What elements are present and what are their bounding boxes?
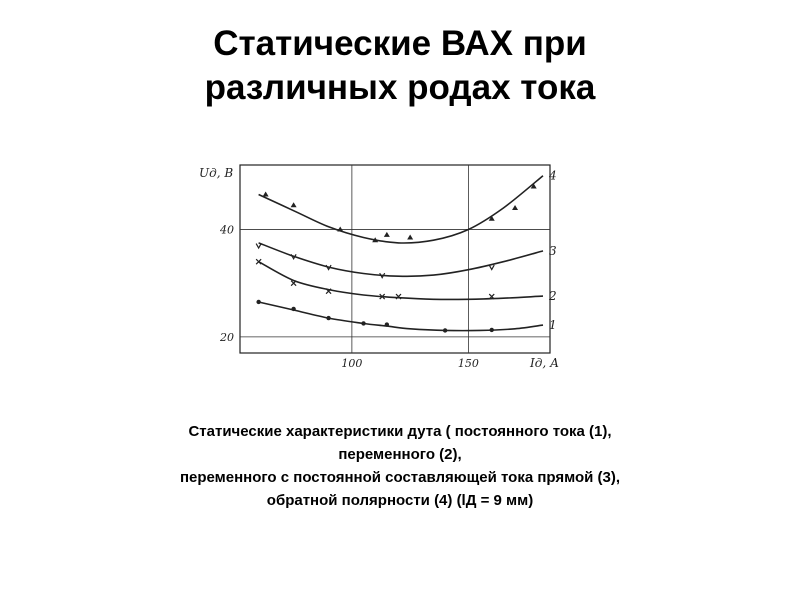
series-line-1 <box>259 302 543 331</box>
data-point <box>256 259 261 264</box>
vax-chart <box>195 155 590 390</box>
caption-line-3: переменного с постоянной составляющей тока прямой (3), <box>179 469 621 486</box>
data-point <box>361 321 365 325</box>
data-point <box>291 307 295 311</box>
series-line-2 <box>259 262 543 300</box>
data-point <box>337 226 343 231</box>
slide-title-line-2: различных родах тока <box>204 68 596 107</box>
caption-line-1: Статические характеристики дута ( постоянного тока (1), <box>188 423 612 440</box>
caption-line-2: переменного (2), <box>338 446 462 463</box>
series-label-2: 2 <box>549 289 557 304</box>
data-point <box>443 328 447 332</box>
data-point <box>256 300 260 304</box>
x-tick-label: 150 <box>457 357 479 370</box>
data-point <box>385 322 389 326</box>
series-4 <box>259 169 557 243</box>
chart-series <box>256 169 557 333</box>
y-tick-label: 40 <box>220 223 234 237</box>
chart-ticks <box>219 223 479 370</box>
plot-frame <box>240 165 550 353</box>
data-point <box>256 244 261 249</box>
series-line-4 <box>259 176 543 243</box>
data-point <box>384 232 390 237</box>
data-point <box>512 205 518 210</box>
data-point <box>490 328 494 332</box>
data-point <box>489 265 494 270</box>
caption-line-4: обратной полярности (4) (lД = 9 мм) <box>266 492 534 509</box>
series-1 <box>256 300 556 333</box>
series-2 <box>256 259 557 303</box>
y-tick-label: 20 <box>220 330 234 344</box>
y-axis-label: Uд, В <box>199 166 234 180</box>
data-point <box>291 202 297 207</box>
data-point <box>263 192 269 197</box>
series-label-4: 4 <box>549 168 557 183</box>
data-point <box>326 316 330 320</box>
data-point <box>407 235 413 240</box>
series-3 <box>256 243 557 278</box>
chart-grid <box>240 165 550 353</box>
chart-frame <box>240 165 550 353</box>
series-label-3: 3 <box>549 243 557 258</box>
figure-caption <box>100 420 700 512</box>
series-line-3 <box>259 243 543 276</box>
slide-title <box>0 22 800 110</box>
series-label-1: 1 <box>549 318 557 333</box>
x-tick-label: 100 <box>341 357 363 370</box>
slide-title-line-1: Статические ВАХ при <box>213 24 587 63</box>
chart-svg <box>195 155 590 390</box>
x-axis-label: Iд, А <box>530 356 560 370</box>
data-point <box>291 281 296 286</box>
